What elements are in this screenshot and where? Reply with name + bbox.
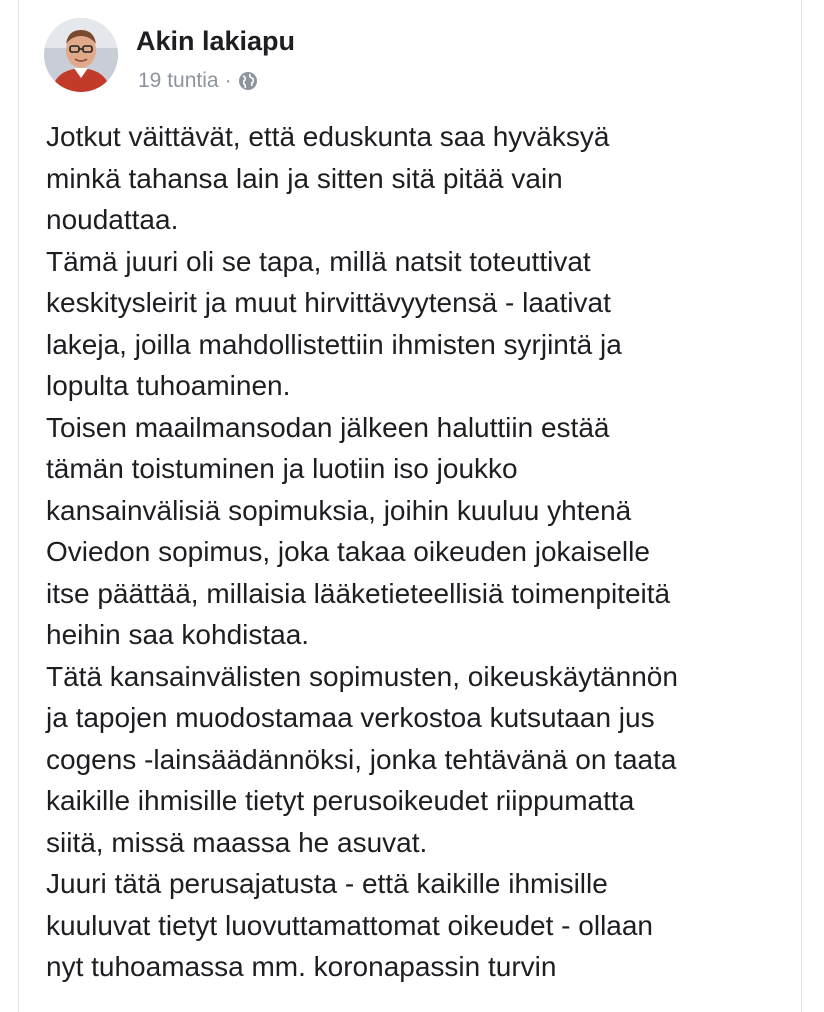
- post-paragraph: Toisen maailmansodan jälkeen haluttiin estää tämän toistuminen ja luotiin iso joukko kansainvälisiä sopimuksia, joihin kuuluu yhtenä Oviedon sopimus, joka takaa oikeuden jokaiselle itse päättää, millaisia lääketieteellisiä toimenpiteitä heihin saa kohdistaa.: [46, 411, 671, 650]
- post-body: [46, 116, 806, 988]
- post-timestamp[interactable]: 19 tuntia: [138, 69, 219, 92]
- avatar[interactable]: [44, 18, 118, 92]
- globe-icon[interactable]: [238, 71, 258, 91]
- post-meta: [138, 69, 258, 93]
- post-paragraph: Tätä kansainvälisten sopimusten, oikeuskäytännön ja tapojen muodostamaa verkostoa kutsutaan jus cogens -lainsäädännöksi, jonka tehtävänä on taata kaikille ihmisille tietyt perusoikeudet riippumatta siitä, missä maassa he asuvat.: [46, 660, 678, 858]
- meta-separator: ·: [224, 69, 232, 92]
- post-paragraph: Jotkut väittävät, että eduskunta saa hyväksyä minkä tahansa lain ja sitten sitä pitää vain noudattaa.: [46, 121, 610, 235]
- post-paragraph: Tämä juuri oli se tapa, millä natsit toteuttivat keskitysleirit ja muut hirvittävyytensä - laativat lakeja, joilla mahdollistettiin ihmisten syrjintä ja lopulta tuhoaminen.: [46, 245, 622, 401]
- post-paragraph: Juuri tätä perusajatusta - että kaikille ihmisille kuuluvat tietyt luovuttamattomat oikeudet - ollaan nyt tuhoamassa mm. koronapassin turvin: [46, 868, 654, 982]
- profile-photo: [44, 18, 118, 92]
- author-name[interactable]: Akin lakiapu: [136, 26, 296, 56]
